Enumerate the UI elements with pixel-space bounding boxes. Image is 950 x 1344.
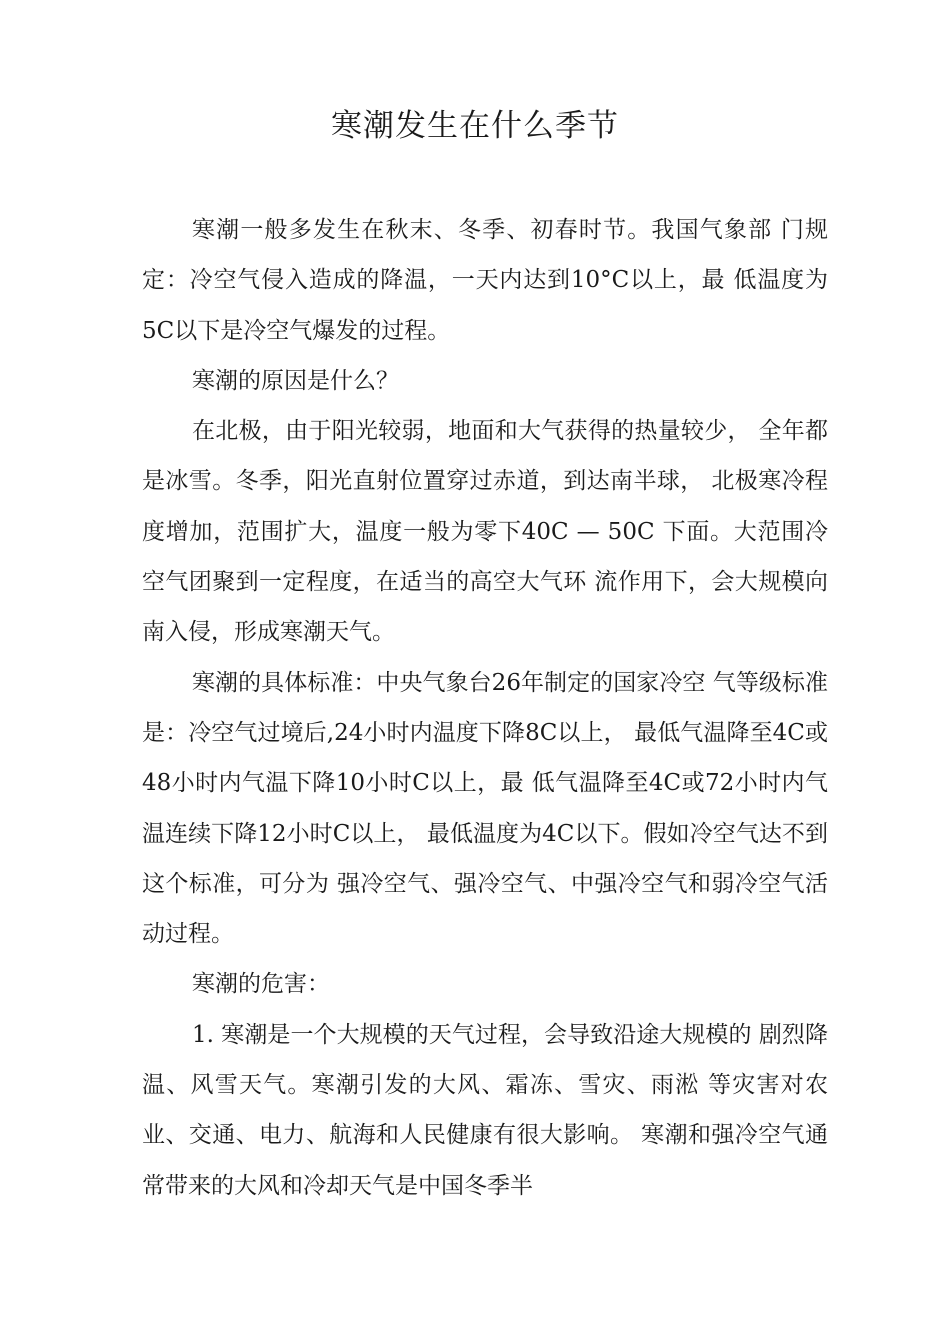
paragraph-harm-1: 1. 寒潮是一个大规模的天气过程，会导致沿途大规模的 剧烈降温、风雪天气。寒潮引发的大风、霜冻、雪灾、雨淞 等灾害对农业、交通、电力、航海和人民健康有很大影响。 寒潮和强冷空气通常带来的大风和冷却天气是中国冬季半 <box>142 1021 828 1199</box>
document-title: 寒潮发生在什么季节 <box>331 108 619 144</box>
document-body <box>142 205 828 1211</box>
paragraph-cause-heading: 寒潮的原因是什么？ <box>192 367 399 394</box>
paragraph-harm-heading: 寒潮的危害： <box>192 971 330 998</box>
paragraph-standard: 寒潮的具体标准：中央气象台26年制定的国家冷空 气等级标准是：冷空气过境后,24小时内温度下降8C以上， 最低气温降至4C或48小时内气温下降10小时C以上，最 低气温降至4C或72小时内气温连续下降12小时C以上， 最低温度为4C以下。假如冷空气达不到这个标准，可分为 强冷空气、强冷空气、中强冷空气和弱冷空气活动过程。 <box>142 669 828 948</box>
paragraph-cause: 在北极，由于阳光较弱，地面和大气获得的热量较少， 全年都是冰雪。冬季，阳光直射位置穿过赤道，到达南半球， 北极寒冷程度增加，范围扩大，温度一般为零下40C — 50C 下面。大范围冷空气团聚到一定程度，在适当的高空大气环 流作用下，会大规模向南入侵，形成寒潮天气。 <box>142 418 828 646</box>
paragraph-intro: 寒潮一般多发生在秋末、冬季、初春时节。我国气象部 门规定：冷空气侵入造成的降温，一天内达到10°C以上，最 低温度为5C以下是冷空气爆发的过程。 <box>142 217 828 344</box>
